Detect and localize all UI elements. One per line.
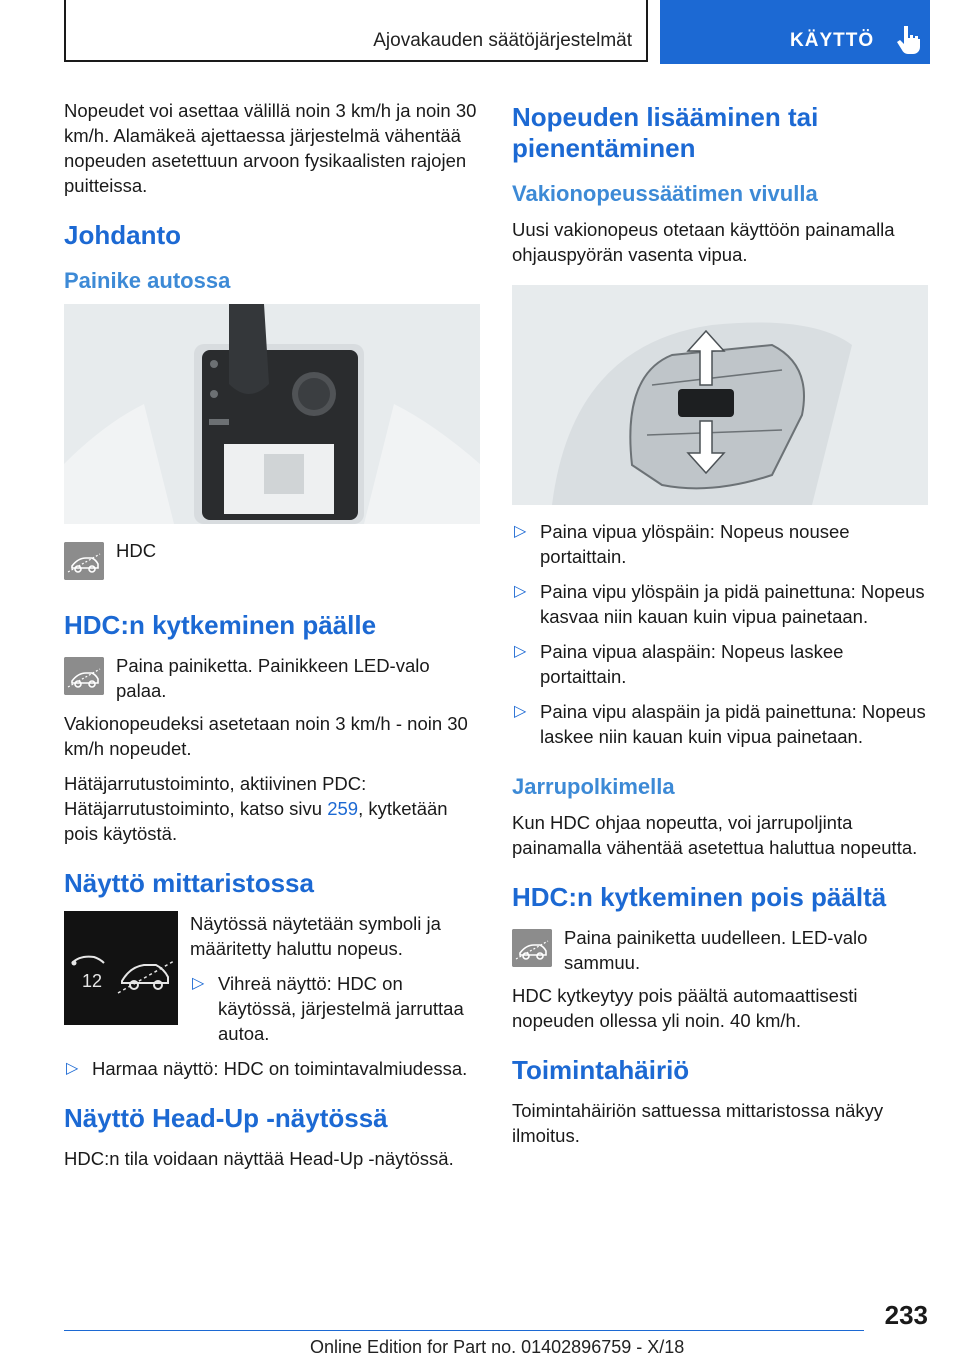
triangle-bullet-icon: ▷ (514, 583, 527, 600)
instrument-display-image (64, 911, 178, 1025)
heading-vivulla: Vakionopeussäätimen vivulla (512, 181, 818, 206)
bullet-green-display (190, 971, 480, 1046)
page-link-259[interactable]: 259 (327, 798, 359, 819)
bullet-text: Paina vipu ylöspäin ja pidä painettuna: Nopeus kasvaa niin kauan kuin vipua painetaan. (540, 581, 925, 627)
heading-hdc-kytkeminen-paalle: HDC:n kytkeminen päälle (64, 610, 377, 640)
page-number: 233 (884, 1300, 928, 1330)
press-again-text: Paina painiketta uudelleen. LED-valo sammuu. (564, 927, 868, 973)
header-frame (64, 0, 648, 62)
heading-jarrupolkimella: Jarrupolkimella (512, 774, 675, 799)
hand-icon (896, 24, 922, 54)
bullet-text: Paina vipua ylöspäin: Nopeus nousee portaittain. (540, 521, 850, 567)
headup-paragraph: HDC:n tila voidaan näyttää Head-Up -näytössä. (64, 1148, 454, 1169)
heading-head-up: Näyttö Head-Up -näytössä (64, 1103, 388, 1133)
press-again-row (512, 925, 928, 975)
lever-paragraph: Uusi vakionopeus otetaan käyttöön painamalla ohjauspyörän vasenta vipua. (512, 219, 895, 265)
emergency-brake-paragraph (64, 771, 480, 846)
press-button-text: Paina painiketta. Painikkeen LED-valo palaa. (116, 655, 430, 701)
footer-rule (64, 1330, 864, 1331)
triangle-bullet-icon: ▷ (192, 975, 205, 992)
display-speed-number: 12 (82, 971, 103, 991)
steering-wheel-lever-photo (512, 285, 928, 505)
lever-bullet-1 (512, 519, 928, 569)
lever-bullet-2 (512, 579, 928, 629)
triangle-bullet-icon: ▷ (514, 703, 527, 720)
bullet-text: Paina vipua alaspäin: Nopeus laskee portaittain. (540, 641, 844, 687)
brake-pedal-paragraph: Kun HDC ohjaa nopeutta, voi jarrupoljinta painamalla vähentää asetettua haluttua nopeutta. (512, 812, 918, 858)
heading-johdanto: Johdanto (64, 220, 181, 250)
hdc-icon (512, 929, 552, 967)
malfunction-paragraph: Toimintahäiriön sattuessa mittaristossa näkyy ilmoitus. (512, 1100, 884, 1146)
speeds-paragraph: Vakionopeudeksi asetetaan noin 3 km/h - noin 30 km/h nopeudet. (64, 713, 468, 759)
triangle-bullet-icon: ▷ (66, 1060, 79, 1077)
display-paragraph: Näytössä näytetään symboli ja määritetty haluttu nopeus. (190, 913, 441, 959)
triangle-bullet-icon: ▷ (514, 523, 527, 540)
heading-painike-autossa: Painike autossa (64, 268, 231, 293)
hdc-label: HDC (116, 540, 157, 561)
bullet-text: Paina vipu alaspäin ja pidä painettuna: Nopeus laskee niin kauan kuin vipua painetaan. (540, 701, 926, 747)
left-column (64, 98, 480, 1181)
header-tab-label: KÄYTTÖ (790, 30, 875, 51)
intro-paragraph: Nopeudet voi asettaa välillä noin 3 km/h ja noin 30 km/h. Alamäkeä ajettaessa järjestelmä vähentää nopeuden asetettuun arvoon fysikaalisten rajojen puitteissa. (64, 100, 477, 196)
heading-nopeuden-lisaaminen: Nopeuden lisääminen tai pienentäminen (512, 102, 819, 163)
heading-hdc-pois-paalta: HDC:n kytkeminen pois päältä (512, 882, 887, 912)
auto-off-paragraph: HDC kytkeytyy pois päältä automaattisesti nopeuden ollessa yli noin. 40 km/h. (512, 985, 858, 1031)
brake-text-end: , kytketään pois käytöstä. (64, 798, 448, 844)
triangle-bullet-icon: ▷ (514, 643, 527, 660)
lever-bullet-3 (512, 639, 928, 689)
hdc-icon (64, 657, 104, 695)
bullet-text: Vihreä näyttö: HDC on käytössä, järjestelmä jarruttaa autoa. (218, 973, 464, 1044)
heading-naytto-mittaristossa: Näyttö mittaristossa (64, 868, 314, 898)
brake-text: Hätäjarrutustoiminto, aktiivinen PDC: Hätäjarrutustoiminto, katso sivu (64, 773, 367, 819)
center-console-photo (64, 304, 480, 524)
bullet-text: Harmaa näyttö: HDC on toimintavalmiudessa. (92, 1058, 468, 1079)
display-description (190, 911, 480, 1046)
footer-edition: Online Edition for Part no. 01402896759 - X/18 (310, 1337, 685, 1357)
header-tab[interactable] (660, 0, 930, 64)
header-title: Ajovakauden säätöjärjestelmät (373, 30, 632, 51)
hdc-icon (64, 542, 104, 580)
press-button-row (64, 653, 480, 703)
right-column (512, 98, 928, 1158)
display-block (64, 911, 480, 1046)
lever-bullet-4 (512, 699, 928, 749)
bullet-grey-display (64, 1056, 480, 1081)
heading-toimintahairio: Toimintahäiriö (512, 1055, 690, 1085)
hdc-icon-row (64, 538, 480, 588)
